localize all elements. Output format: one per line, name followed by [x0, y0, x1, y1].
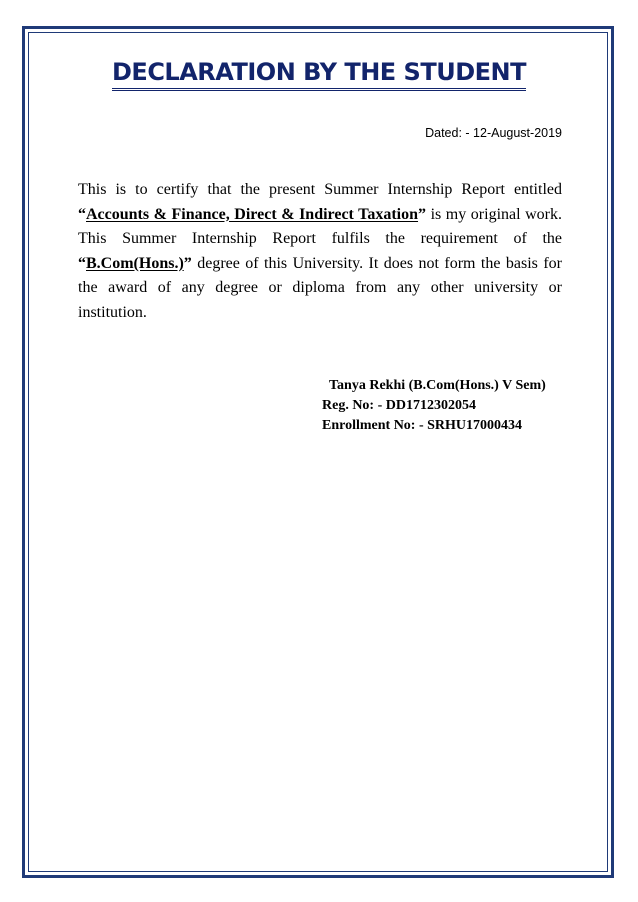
- close-quote: ”: [183, 254, 192, 272]
- open-quote: “: [78, 254, 86, 272]
- report-title: Accounts & Finance, Direct & Indirect Taxation: [86, 205, 419, 223]
- date-line: Dated: - 12-August-2019: [425, 126, 562, 140]
- paragraph-intro: This is to certify that the present Summer Internship Report entitled: [78, 181, 562, 198]
- declaration-paragraph: [78, 178, 562, 325]
- report-title-quoted: [78, 206, 426, 223]
- page-border-inner: [28, 32, 608, 872]
- degree-quoted: [78, 255, 192, 272]
- open-quote: “: [78, 205, 86, 223]
- signature-block: [322, 376, 572, 436]
- student-name: Tanya Rekhi (B.Com(Hons.) V Sem): [329, 378, 546, 393]
- paragraph-mid: is my original work. This Summer Internship Report fulfils the requirement of the: [78, 205, 562, 247]
- document-title: [0, 58, 638, 91]
- registration-number: Reg. No: - DD1712302054: [322, 398, 476, 413]
- degree-name: B.Com(Hons.): [86, 254, 184, 272]
- document-title-text: DECLARATION BY THE STUDENT: [112, 58, 526, 91]
- close-quote: ”: [418, 205, 427, 223]
- paragraph-end: degree of this University. It does not form the basis for the award of any degree or diploma from any other university or institution.: [78, 254, 562, 321]
- enrollment-number: Enrollment No: - SRHU17000434: [322, 418, 523, 433]
